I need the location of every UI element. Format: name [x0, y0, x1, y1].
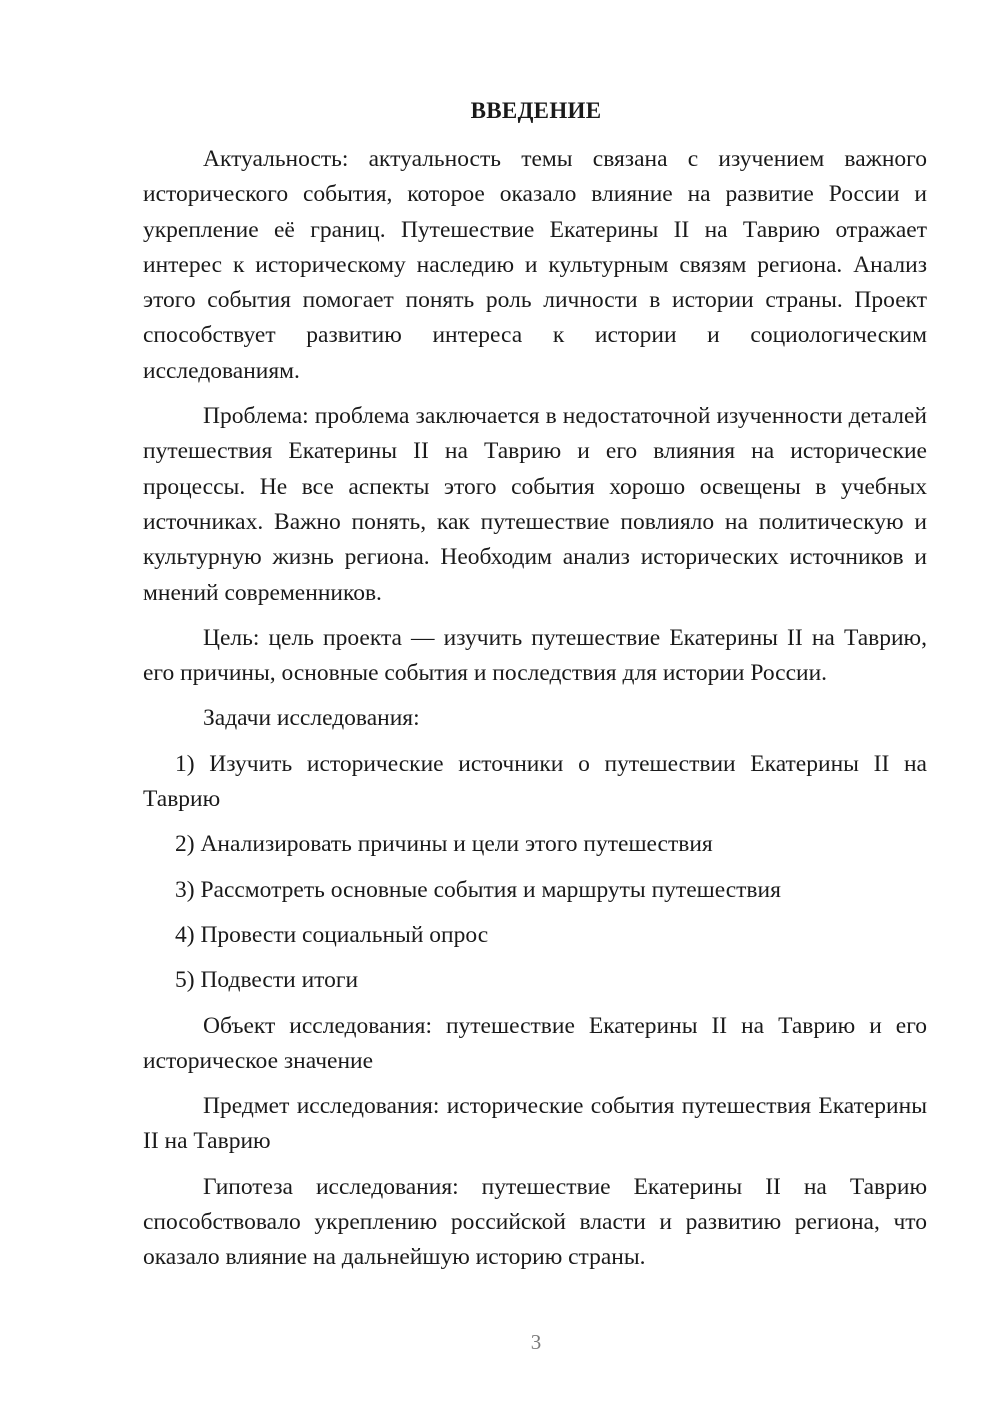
relevance-paragraph: Актуальность: актуальность темы связана с изучением важного исторического события, которое оказало влияние на развитие России и укрепление её границ. Путешествие Екатерины II на Таврию отражает интерес к историческому наследию и культурным связям региона. Анализ этого события помогает понять роль личности в истории страны. Проект способствует развитию интереса к истории и социологическим исследованиям. — [143, 146, 927, 384]
list-item: 5) Подвести итоги — [175, 967, 359, 994]
tasks-heading: Задачи исследования: — [203, 705, 420, 732]
list-item: 1) Изучить исторические источники о путешествии Екатерины II на Таврию — [143, 750, 927, 813]
hypothesis-paragraph: Гипотеза исследования: путешествие Екатерины II на Таврию способствовало укреплению российской власти и развитию региона, что оказало влияние на дальнейшую историю страны. — [143, 1173, 927, 1271]
problem-paragraph: Проблема: проблема заключается в недостаточной изученности деталей путешествия Екатерины II на Таврию и его влияния на исторические процессы. Не все аспекты этого события хорошо освещены в учебных источниках. Важно понять, как путешествие повлияло на политическую и культурную жизнь региона. Необходим анализ исторических источников и мнений современников. — [143, 403, 927, 606]
goal-paragraph: Цель: цель проекта — изучить путешествие Екатерины II на Таврию, его причины, основные события и последствия для истории России. — [143, 624, 927, 687]
list-item: 3) Рассмотреть основные события и маршруты путешествия — [175, 876, 781, 903]
document-body — [143, 142, 927, 1276]
page-number: 3 — [530, 1330, 542, 1354]
tasks-list — [143, 747, 927, 999]
list-item: 2) Анализировать причины и цели этого путешествия — [175, 831, 713, 858]
object-paragraph: Объект исследования: путешествие Екатерины II на Таврию и его историческое значение — [143, 1012, 927, 1074]
subject-paragraph: Предмет исследования: исторические события путешествия Екатерины II на Таврию — [143, 1093, 927, 1155]
list-item: 4) Провести социальный опрос — [175, 921, 489, 948]
section-title: ВВЕДЕНИЕ — [470, 98, 602, 123]
